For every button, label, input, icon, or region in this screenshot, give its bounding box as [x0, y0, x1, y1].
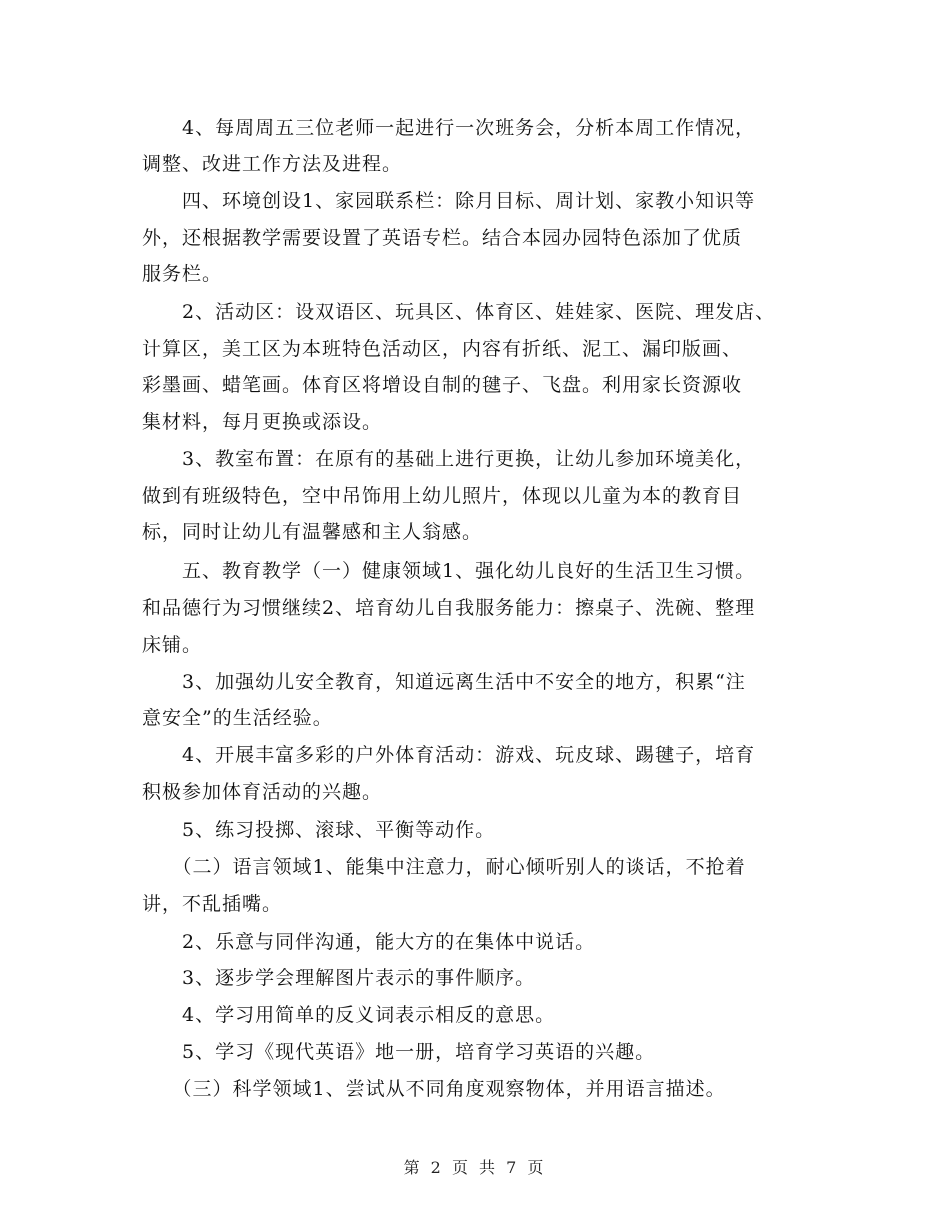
text-line: （二）语言领域1、能集中注意力，耐心倾听别人的谈话，不抢着 [142, 856, 746, 878]
text-line: 四、环境创设1、家园联系栏：除月目标、周计划、家教小知识等 [142, 190, 756, 212]
text-line: 2、乐意与同伴沟通，能大方的在集体中说话。 [142, 931, 596, 953]
text-line: 积极参加体育活动的兴趣。 [142, 781, 383, 803]
text-line: 彩墨画、蜡笔画。体育区将增设自制的毽子、飞盘。利用家长资源收 [142, 374, 743, 396]
text-line: 4、学习用简单的反义词表示相反的意思。 [142, 1004, 556, 1026]
text-line: 5、练习投掷、滚球、平衡等动作。 [142, 819, 496, 841]
text-line: 讲，不乱插嘴。 [142, 893, 283, 915]
text-line: 3、逐步学会理解图片表示的事件顺序。 [142, 967, 536, 989]
text-line: 集材料，每月更换或添设。 [142, 411, 383, 433]
text-line: 服务栏。 [142, 263, 223, 285]
text-line: （三）科学领域1、尝试从不同角度观察物体，并用语言描述。 [142, 1078, 726, 1100]
text-line: 床铺。 [142, 634, 203, 656]
text-line: 3、教室布置：在原有的基础上进行更换，让幼儿参加环境美化， [142, 448, 756, 470]
text-line: 4、开展丰富多彩的户外体育活动：游戏、玩皮球、踢毽子，培育 [142, 744, 756, 766]
text-line: 2、活动区：设双语区、玩具区、体育区、娃娃家、医院、理发店、 [142, 301, 776, 323]
text-line: 意安全”的生活经验。 [142, 707, 333, 729]
text-line: 3、加强幼儿安全教育，知道远离生活中不安全的地方，积累“注 [142, 671, 746, 693]
text-line: 5、学习《现代英语》地一册，培育学习英语的兴趣。 [142, 1041, 656, 1063]
text-line: 外，还根据教学需要设置了英语专栏。结合本园办园特色添加了优质 [142, 227, 743, 249]
text-line: 五、教育教学（一）健康领域1、强化幼儿良好的生活卫生习惯。 [142, 560, 756, 582]
text-line: 4、每周周五三位老师一起进行一次班务会，分析本周工作情况， [142, 117, 756, 139]
text-line: 计算区，美工区为本班特色活动区，内容有折纸、泥工、漏印版画、 [142, 338, 743, 360]
text-line: 调整、改进工作方法及进程。 [142, 153, 403, 175]
text-line: 标，同时让幼儿有温馨感和主人翁感。 [142, 521, 483, 543]
text-line: 做到有班级特色，空中吊饰用上幼儿照片，体现以儿童为本的教育目 [142, 485, 743, 507]
text-line: 和品德行为习惯继续2、培育幼儿自我服务能力：擦桌子、洗碗、整理 [142, 597, 756, 619]
page-number-footer: 第 2 页 共 7 页 [403, 1158, 547, 1177]
